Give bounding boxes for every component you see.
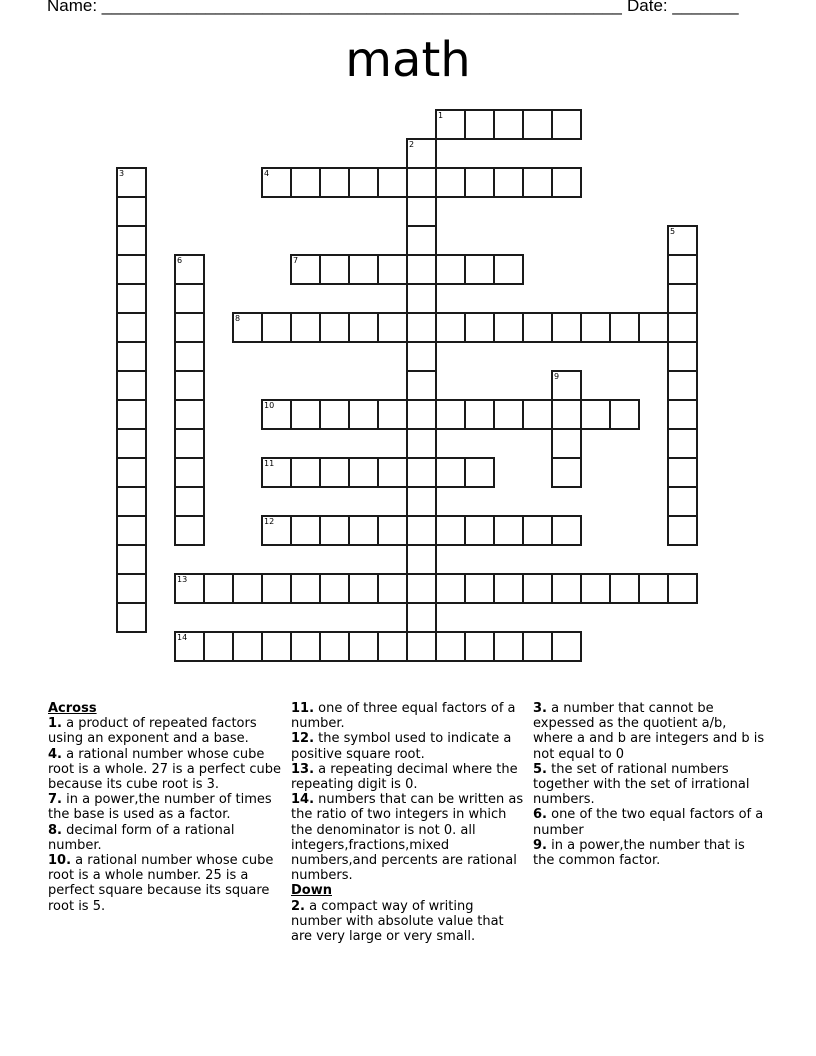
crossword-cell[interactable] (522, 515, 553, 546)
crossword-cell[interactable] (174, 312, 205, 343)
clue-number-label: 1 (438, 111, 444, 120)
crossword-cell[interactable] (319, 167, 350, 198)
clue-across-13 (291, 762, 527, 792)
crossword-cell[interactable] (667, 283, 698, 314)
crossword-cell[interactable] (348, 167, 379, 198)
crossword-cell[interactable] (116, 196, 147, 227)
crossword-cell[interactable] (435, 515, 466, 546)
crossword-cell[interactable] (435, 399, 466, 430)
crossword-cell[interactable] (580, 312, 611, 343)
crossword-cell[interactable] (406, 428, 437, 459)
crossword-cell[interactable] (551, 370, 582, 401)
crossword-cell[interactable] (261, 573, 292, 604)
crossword-cell[interactable] (377, 254, 408, 285)
crossword-cell[interactable] (493, 399, 524, 430)
crossword-cell[interactable] (116, 486, 147, 517)
clue-number-label: 14 (177, 633, 188, 642)
crossword-cell[interactable] (667, 312, 698, 343)
crossword-cell[interactable] (667, 457, 698, 488)
clue-number: 11. (291, 701, 315, 716)
crossword-cell[interactable] (464, 631, 495, 662)
crossword-cell[interactable] (667, 428, 698, 459)
crossword-cell[interactable] (667, 370, 698, 401)
clue-across-7 (48, 792, 284, 822)
crossword-cell[interactable] (667, 254, 698, 285)
crossword-cell[interactable] (551, 428, 582, 459)
clue-number-label: 11 (264, 459, 275, 468)
crossword-cell[interactable] (522, 631, 553, 662)
crossword-cell[interactable] (348, 457, 379, 488)
crossword-cell[interactable] (377, 515, 408, 546)
crossword-cell[interactable] (493, 109, 524, 140)
crossword-cell[interactable] (232, 573, 263, 604)
crossword-cell[interactable] (261, 399, 292, 430)
crossword-cell[interactable] (406, 486, 437, 517)
clue-text: the symbol used to indicate a positive square root. (291, 731, 512, 762)
clue-number: 10. (48, 853, 72, 869)
crossword-cell[interactable] (435, 167, 466, 198)
crossword-cell[interactable] (464, 109, 495, 140)
crossword-cell[interactable] (174, 515, 205, 546)
crossword-cell[interactable] (406, 138, 437, 169)
clue-text: in a power,the number of times the base is used as a factor. (48, 792, 272, 823)
clue-text: in a power,the number that is the common factor. (533, 837, 745, 869)
crossword-cell[interactable] (116, 283, 147, 314)
crossword-cell[interactable] (116, 573, 147, 604)
clue-number: 13. (291, 761, 315, 777)
crossword-cell[interactable] (464, 167, 495, 198)
down-heading: Down (291, 883, 332, 899)
crossword-cell[interactable] (377, 457, 408, 488)
crossword-cell[interactable] (435, 573, 466, 604)
crossword-cell[interactable] (551, 399, 582, 430)
crossword-cell[interactable] (551, 515, 582, 546)
crossword-cell[interactable] (377, 312, 408, 343)
crossword-cell[interactable] (174, 457, 205, 488)
crossword-cell[interactable] (580, 399, 611, 430)
clue-text: numbers that can be written as the ratio of two integers in which the denominator is not 0. all integers,fractions,mixed numbers,and percents are rational numbers. (291, 792, 524, 884)
name-field[interactable]: Name: _______________________________________________________ (47, 0, 622, 15)
clues-column-1 (48, 701, 284, 914)
crossword-cell[interactable] (493, 167, 524, 198)
clue-number: 6. (533, 807, 547, 823)
crossword-cell[interactable] (406, 341, 437, 372)
crossword-cell[interactable] (116, 370, 147, 401)
crossword-cell[interactable] (406, 370, 437, 401)
crossword-cell[interactable] (232, 631, 263, 662)
clue-across-1 (48, 716, 284, 746)
crossword-cell[interactable] (435, 254, 466, 285)
crossword-cell[interactable] (406, 312, 437, 343)
crossword-cell[interactable] (116, 399, 147, 430)
clue-number-label: 3 (119, 169, 125, 178)
clues-column-2 (291, 701, 527, 944)
crossword-cell[interactable] (261, 457, 292, 488)
crossword-cell[interactable] (290, 515, 321, 546)
crossword-cell[interactable] (377, 631, 408, 662)
date-field[interactable]: Date: _______ (627, 0, 739, 15)
crossword-cell[interactable] (116, 312, 147, 343)
crossword-cell[interactable] (406, 602, 437, 633)
crossword-cell[interactable] (464, 399, 495, 430)
crossword-cell[interactable] (522, 109, 553, 140)
crossword-cell[interactable] (348, 631, 379, 662)
crossword-cell[interactable] (116, 544, 147, 575)
crossword-cell[interactable] (116, 428, 147, 459)
crossword-cell[interactable] (406, 283, 437, 314)
crossword-cell[interactable] (116, 254, 147, 285)
crossword-cell[interactable] (319, 254, 350, 285)
crossword-cell[interactable] (406, 515, 437, 546)
clue-number: 3. (533, 701, 547, 716)
crossword-cell[interactable] (667, 399, 698, 430)
crossword-cell[interactable] (435, 631, 466, 662)
crossword-cell[interactable] (435, 457, 466, 488)
crossword-cell[interactable] (406, 167, 437, 198)
clue-number: 8. (48, 822, 62, 838)
crossword-cell[interactable] (348, 399, 379, 430)
crossword-cell[interactable] (464, 312, 495, 343)
crossword-cell[interactable] (551, 457, 582, 488)
clue-down-9 (533, 838, 769, 868)
crossword-cell[interactable] (551, 109, 582, 140)
crossword-cell[interactable] (406, 399, 437, 430)
crossword-cell[interactable] (174, 486, 205, 517)
crossword-cell[interactable] (261, 167, 292, 198)
clue-number-label: 5 (670, 227, 676, 236)
clue-text: a compact way of writing number with absolute value that are very large or very small. (291, 898, 504, 945)
clue-text: a number that cannot be expessed as the quotient a/b, where a and b are integers and b is not equal to 0 (533, 701, 765, 762)
clue-number: 2. (291, 898, 305, 914)
crossword-cell[interactable] (406, 631, 437, 662)
crossword-cell[interactable] (551, 631, 582, 662)
clue-text: one of three equal factors of a number. (291, 701, 516, 732)
clue-down-6 (533, 807, 769, 837)
clue-number: 4. (48, 746, 62, 762)
crossword-cell[interactable] (319, 631, 350, 662)
crossword-cell[interactable] (638, 312, 669, 343)
clue-number: 12. (291, 731, 315, 747)
crossword-cell[interactable] (493, 312, 524, 343)
crossword-cell[interactable] (348, 312, 379, 343)
clue-number-label: 13 (177, 575, 188, 584)
crossword-cell[interactable] (261, 312, 292, 343)
crossword-cell[interactable] (348, 515, 379, 546)
crossword-cell[interactable] (319, 457, 350, 488)
clue-text: decimal form of a rational number. (48, 822, 235, 853)
crossword-cell[interactable] (232, 312, 263, 343)
clue-across-4 (48, 747, 284, 793)
crossword-cell[interactable] (116, 167, 147, 198)
crossword-cell[interactable] (522, 312, 553, 343)
crossword-cell[interactable] (435, 109, 466, 140)
crossword-cell[interactable] (174, 399, 205, 430)
crossword-cell[interactable] (667, 573, 698, 604)
crossword-cell[interactable] (116, 515, 147, 546)
crossword-cell[interactable] (116, 457, 147, 488)
crossword-cell[interactable] (493, 515, 524, 546)
crossword-cell[interactable] (522, 167, 553, 198)
clue-number-label: 2 (409, 140, 415, 149)
crossword-cell[interactable] (667, 486, 698, 517)
crossword-cell[interactable] (377, 399, 408, 430)
crossword-cell[interactable] (348, 254, 379, 285)
crossword-cell[interactable] (290, 457, 321, 488)
crossword-cell[interactable] (319, 312, 350, 343)
crossword-cell[interactable] (116, 341, 147, 372)
crossword-cell[interactable] (174, 370, 205, 401)
clue-text: a rational number whose cube root is a whole. 27 is a perfect cube because its cube root is 3. (48, 746, 281, 793)
crossword-cell[interactable] (464, 457, 495, 488)
crossword-cell[interactable] (290, 167, 321, 198)
crossword-cell[interactable] (116, 225, 147, 256)
crossword-cell[interactable] (406, 544, 437, 575)
crossword-cell[interactable] (638, 573, 669, 604)
crossword-cell[interactable] (174, 428, 205, 459)
clue-number-label: 12 (264, 517, 275, 526)
crossword-cell[interactable] (667, 515, 698, 546)
crossword-cell[interactable] (290, 573, 321, 604)
crossword-cell[interactable] (464, 254, 495, 285)
crossword-cell[interactable] (290, 312, 321, 343)
crossword-cell[interactable] (377, 573, 408, 604)
clue-number: 7. (48, 792, 62, 808)
clue-number-label: 4 (264, 169, 270, 178)
crossword-cell[interactable] (667, 225, 698, 256)
crossword-cell[interactable] (290, 631, 321, 662)
clue-number-label: 10 (264, 401, 275, 410)
clue-down-2 (291, 899, 527, 945)
crossword-cell[interactable] (493, 254, 524, 285)
crossword-cell[interactable] (261, 631, 292, 662)
clue-number-label: 7 (293, 256, 299, 265)
crossword-cell[interactable] (522, 573, 553, 604)
crossword-cell[interactable] (551, 573, 582, 604)
crossword-cell[interactable] (348, 573, 379, 604)
clue-text: one of the two equal factors of a number (533, 807, 764, 838)
crossword-cell[interactable] (609, 573, 640, 604)
crossword-cell[interactable] (261, 515, 292, 546)
crossword-cell[interactable] (377, 167, 408, 198)
clue-number: 5. (533, 761, 547, 777)
clues-column-3 (533, 701, 769, 868)
clue-across-11 (291, 701, 527, 731)
clue-text: a repeating decimal where the repeating digit is 0. (291, 761, 518, 793)
clue-across-12 (291, 731, 527, 761)
clue-down-5 (533, 762, 769, 808)
crossword-cell[interactable] (290, 254, 321, 285)
crossword-cell[interactable] (290, 399, 321, 430)
clue-across-14 (291, 792, 527, 883)
crossword-cell[interactable] (464, 515, 495, 546)
crossword-cell[interactable] (406, 196, 437, 227)
crossword-cell[interactable] (174, 573, 205, 604)
clue-down-3 (533, 701, 769, 762)
crossword-cell[interactable] (116, 602, 147, 633)
crossword-cell[interactable] (174, 631, 205, 662)
crossword-cell[interactable] (522, 399, 553, 430)
clue-across-10 (48, 853, 284, 914)
clue-number-label: 6 (177, 256, 183, 265)
clue-text: the set of rational numbers together with the set of irrational numbers. (533, 761, 750, 808)
crossword-cell[interactable] (174, 254, 205, 285)
clue-number-label: 9 (554, 372, 560, 381)
crossword-cell[interactable] (609, 312, 640, 343)
crossword-cell[interactable] (609, 399, 640, 430)
clue-number: 14. (291, 792, 315, 808)
page-title: math (345, 32, 471, 88)
crossword-cell[interactable] (406, 457, 437, 488)
crossword-cell[interactable] (174, 341, 205, 372)
crossword-cell[interactable] (435, 312, 466, 343)
crossword-cell[interactable] (406, 225, 437, 256)
clue-text: a rational number whose cube root is a whole number. 25 is a perfect square because its square root is 5. (48, 853, 274, 914)
clue-across-8 (48, 823, 284, 853)
crossword-cell[interactable] (406, 573, 437, 604)
crossword-cell[interactable] (319, 573, 350, 604)
across-heading: Across (48, 701, 97, 716)
crossword-cell[interactable] (551, 167, 582, 198)
crossword-cell[interactable] (174, 283, 205, 314)
clue-number: 1. (48, 716, 62, 732)
crossword-cell[interactable] (464, 573, 495, 604)
crossword-cell[interactable] (203, 631, 234, 662)
clue-number-label: 8 (235, 314, 241, 323)
crossword-cell[interactable] (203, 573, 234, 604)
clue-text: a product of repeated factors using an exponent and a base. (48, 716, 257, 747)
crossword-cell[interactable] (406, 254, 437, 285)
crossword-cell[interactable] (551, 312, 582, 343)
crossword-cell[interactable] (493, 631, 524, 662)
crossword-cell[interactable] (319, 399, 350, 430)
crossword-cell[interactable] (319, 515, 350, 546)
crossword-cell[interactable] (667, 341, 698, 372)
crossword-cell[interactable] (580, 573, 611, 604)
clue-number: 9. (533, 837, 547, 853)
crossword-cell[interactable] (493, 573, 524, 604)
